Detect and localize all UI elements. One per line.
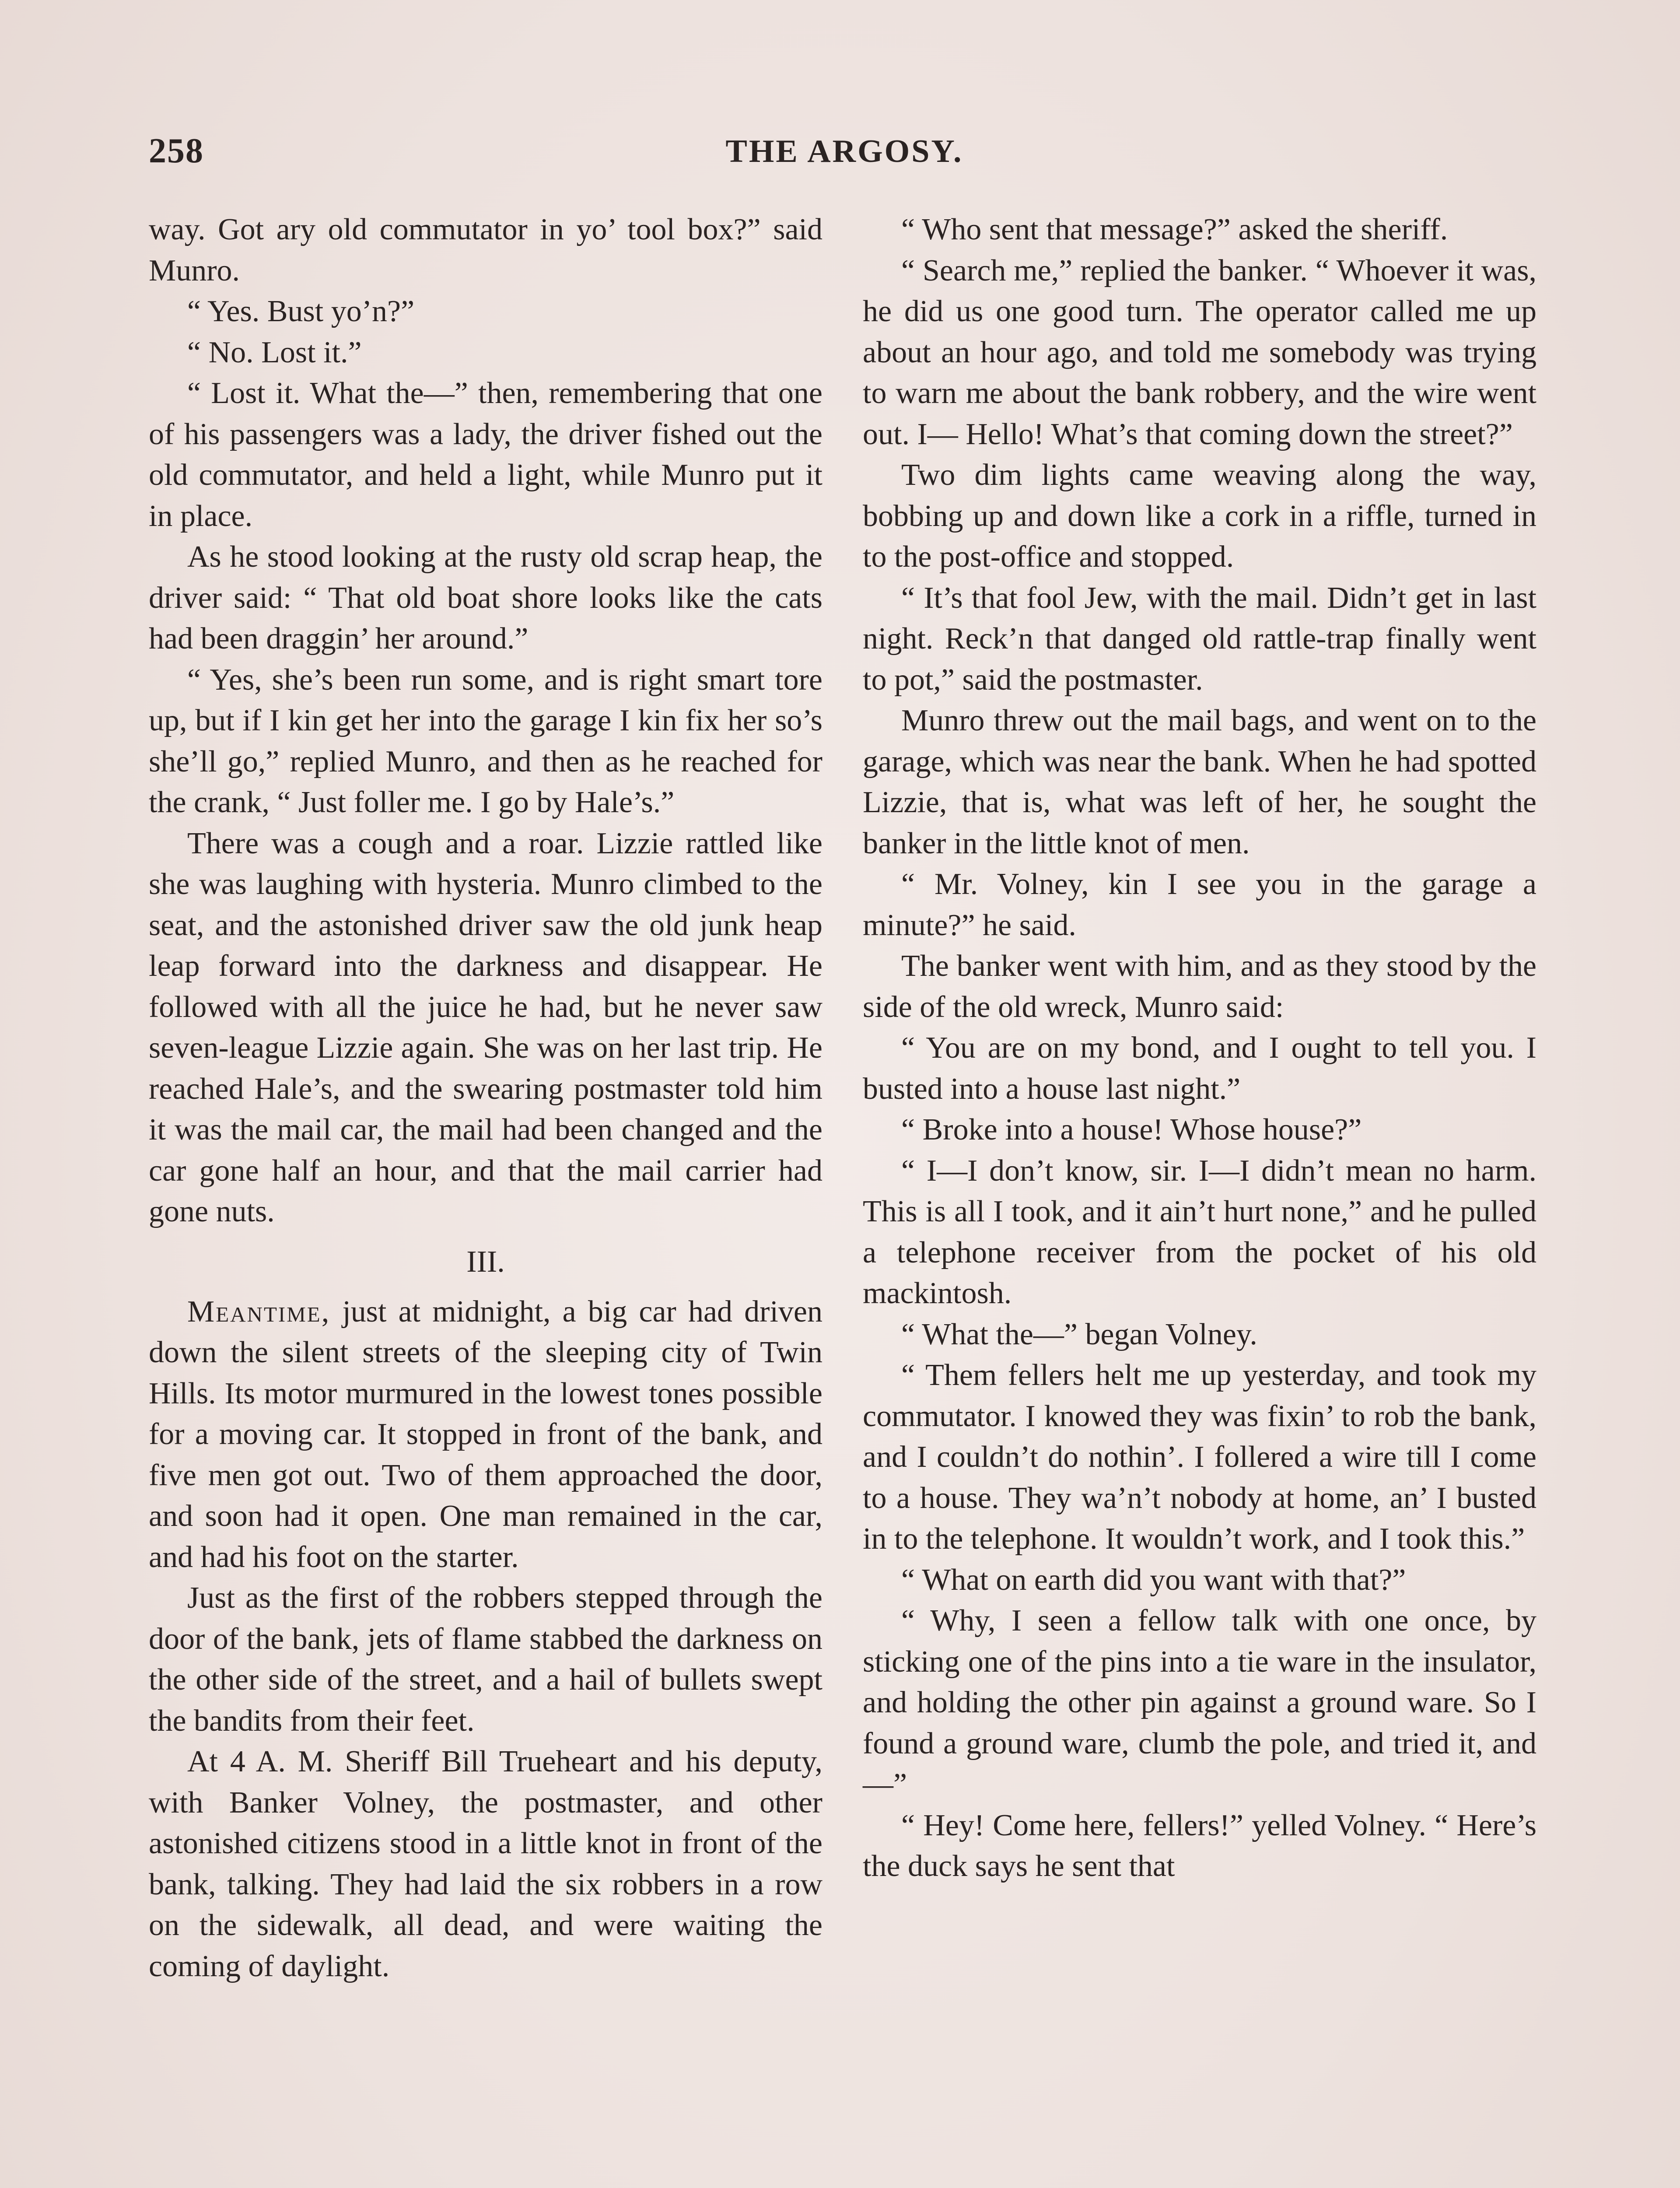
- paragraph: Just as the first of the robbers stepped through the door of the bank, jets of flame stabbed the darkness on the other side of the street, and a hail of bullets swept the bandits from their feet.: [149, 1581, 822, 1738]
- left-column: [149, 209, 822, 1987]
- paragraph: “ What on earth did you want with that?”: [901, 1563, 1406, 1597]
- paragraph: “ Mr. Volney, kin I see you in the garage a minute?” he said.: [863, 867, 1536, 942]
- paragraph: “ Lost it. What the—” then, remembering that one of his passengers was a lady, the driver fished out the old commutator, and held a light, while Munro put it in place.: [149, 376, 822, 533]
- paragraph: At 4 A. M. Sheriff Bill Trueheart and his deputy, with Banker Volney, the postmaster, and other astonished citizens stood in a little knot in front of the bank, talking. They had laid the six robbers in a row on the sidewalk, all dead, and were waiting the coming of daylight.: [149, 1745, 822, 1983]
- paragraph: Munro threw out the mail bags, and went on to the garage, which was near the bank. When he had spotted Lizzie, that is, what was left of her, he sought the banker in the little knot of men.: [863, 704, 1536, 860]
- paragraph: “ Yes. Bust yo’n?”: [187, 295, 415, 328]
- paragraph: “ Search me,” replied the banker. “ Whoever it was, he did us one good turn. The operator called me up about an hour ago, and told me somebody was trying to warn me about the bank robbery, and the wire went out. I— Hello! What’s that coming down the street?”: [863, 253, 1536, 451]
- paragraph: “ What the—” began Volney.: [901, 1317, 1257, 1351]
- paragraph: There was a cough and a roar. Lizzie rattled like she was laughing with hysteria. Munro climbed to the seat, and the astonished driver saw the old junk heap leap forward into the darkness and disappear. He followed with all the juice he had, but he never saw seven-league Lizzie again. She was on her last trip. He reached Hale’s, and the swearing postmaster told him it was the mail car, the mail had been changed and the car gone half an hour, and that the mail carrier had gone nuts.: [149, 826, 822, 1228]
- page-number: 258: [149, 132, 204, 170]
- paragraph: “ Broke into a house! Whose house?”: [901, 1113, 1362, 1147]
- paragraph: Two dim lights came weaving along the way, bobbing up and down like a cork in a riffle, turned in to the post-office and stopped.: [863, 458, 1536, 574]
- paragraph: [149, 1291, 822, 1578]
- paragraph: “ It’s that fool Jew, with the mail. Didn’t get in last night. Reck’n that danged old rattle-trap finally went to pot,” said the postmaster.: [863, 581, 1536, 697]
- paragraph: “ Them fellers helt me up yesterday, and took my commutator. I knowed they was fixin’ to rob the bank, and I couldn’t do nothin’. I follered a wire till I come to a house. They wa’n’t nobody at home, an’ I busted in to the telephone. It wouldn’t work, and I took this.”: [863, 1358, 1536, 1556]
- paragraph: “ I—I don’t know, sir. I—I didn’t mean no harm. This is all I took, and it ain’t hurt none,” and he pulled a telephone receiver from the pocket of his old mackintosh.: [863, 1154, 1536, 1310]
- paragraph: “ No. Lost it.”: [187, 335, 362, 369]
- paragraph: As he stood looking at the rusty old scrap heap, the driver said: “ That old boat shore looks like the cats had been draggin’ her around.”: [149, 540, 822, 656]
- paragraph-text: just at midnight, a big car had driven down the silent streets of the sleeping city of Twin Hills. Its motor murmured in the lowest tones possible for a moving car. It stopped in front of the bank, and five men got out. Two of them approached the door, and soon had it open. One man remained in the car, and had his foot on the starter.: [149, 1294, 822, 1574]
- right-column: [863, 209, 1536, 1887]
- paragraph: way. Got ary old commutator in yo’ tool box?” said Munro.: [149, 213, 822, 288]
- paragraph: The banker went with him, and as they stood by the side of the old wreck, Munro said:: [863, 949, 1536, 1024]
- paragraph: “ Yes, she’s been run some, and is right smart tore up, but if I kin get her into the garage I kin fix her so’s she’ll go,” replied Munro, and then as he reached for the crank, “ Just foller me. I go by Hale’s.”: [149, 663, 822, 819]
- section-heading: III.: [466, 1245, 505, 1279]
- lead-in-word: Meantime,: [187, 1294, 331, 1329]
- paragraph: “ Hey! Come here, fellers!” yelled Volney. “ Here’s the duck says he sent that: [863, 1808, 1536, 1883]
- paragraph: “ Who sent that message?” asked the sheriff.: [901, 213, 1448, 246]
- paragraph: “ Why, I seen a fellow talk with one once, by sticking one of the pins into a tie ware in the insulator, and holding the other pin against a ground ware. So I found a ground ware, clumb the pole, and tried it, and—”: [863, 1604, 1536, 1801]
- paragraph: “ You are on my bond, and I ought to tell you. I busted into a house last night.”: [863, 1031, 1536, 1106]
- running-title: THE ARGOSY.: [725, 133, 963, 169]
- page-header: [149, 131, 1540, 184]
